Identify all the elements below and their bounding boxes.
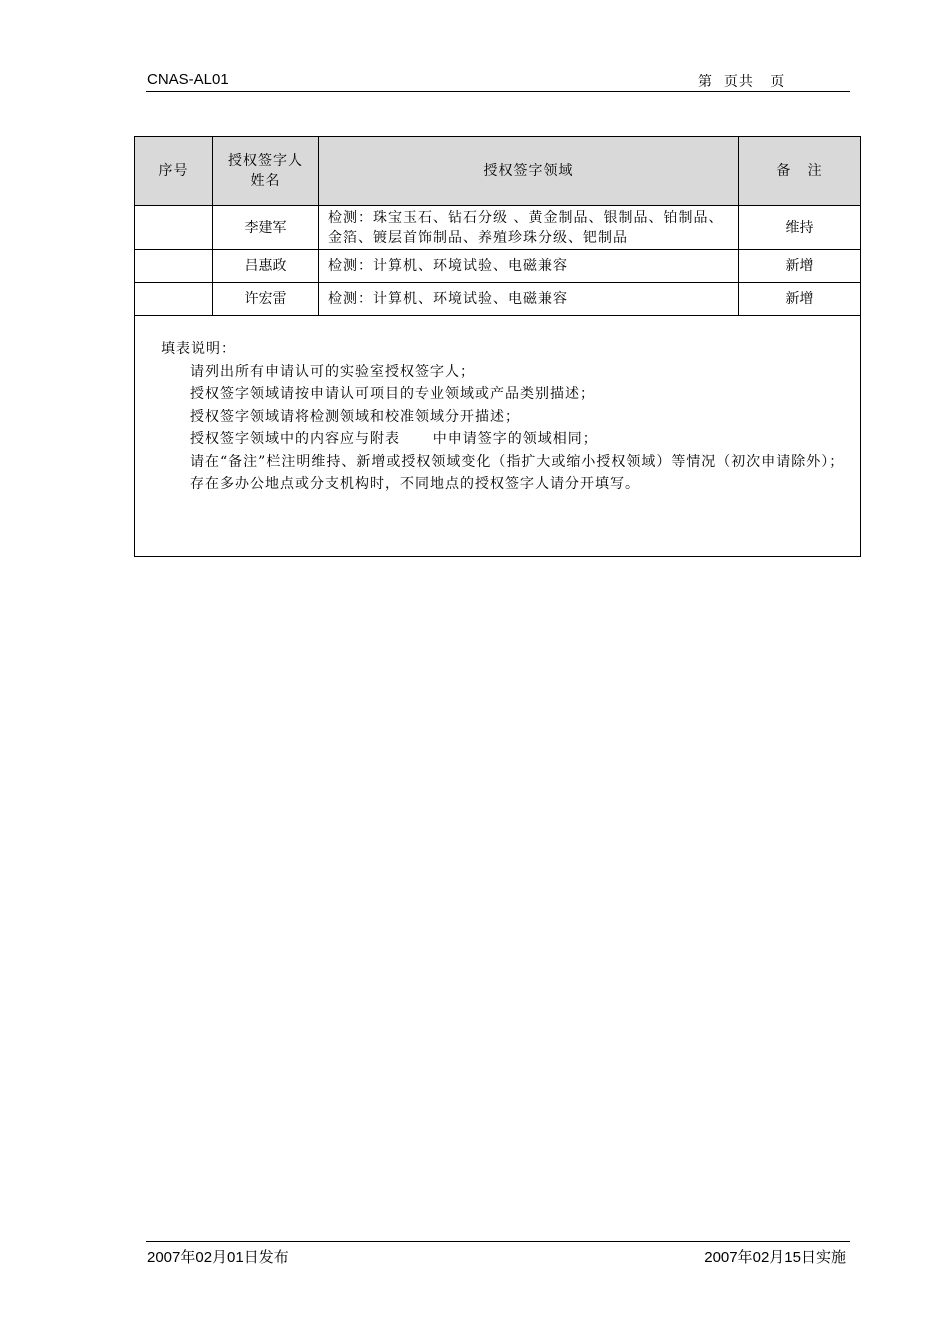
header-scope: 授权签字领域	[319, 137, 739, 206]
row-scope: 检测：珠宝玉石、钻石分级 、黄金制品、银制品、铂制品、金箔、镀层首饰制品、养殖珍珠分级、钯制品	[319, 206, 739, 250]
row-remark: 新增	[739, 283, 861, 316]
row-remark: 维持	[739, 206, 861, 250]
row-name: 许宏雷	[213, 283, 319, 316]
header-remark: 备 注	[739, 137, 861, 206]
row-scope: 检测：计算机、环境试验、电磁兼容	[319, 250, 739, 283]
header-divider	[146, 91, 850, 92]
note-item: 请列出所有申请认可的实验室授权签字人；	[190, 363, 475, 380]
implement-date: 2007年02月15日实施	[704, 1249, 846, 1266]
table-row	[135, 206, 861, 250]
page-number-info: 第 页共 页	[698, 74, 786, 90]
notes-title: 填表说明：	[161, 341, 236, 357]
notes-row	[135, 316, 861, 557]
footer-divider	[146, 1241, 850, 1242]
table-row	[135, 250, 861, 283]
note-item: 请在“备注”栏注明维持、新增或授权领域变化（指扩大或缩小授权领域）等情况（初次申请除外）；	[190, 453, 845, 470]
row-remark: 新增	[739, 250, 861, 283]
row-name: 李建军	[213, 206, 319, 250]
row-serial	[135, 250, 213, 283]
publish-date: 2007年02月01日发布	[147, 1249, 289, 1266]
note-item: 存在多办公地点或分支机构时，不同地点的授权签字人请分开填写。	[190, 476, 640, 492]
notes-cell	[135, 316, 861, 557]
row-scope: 检测：计算机、环境试验、电磁兼容	[319, 283, 739, 316]
table-row	[135, 283, 861, 316]
row-serial	[135, 283, 213, 316]
note-item: 授权签字领域中的内容应与附表 中申请签字的领域相同；	[190, 431, 598, 447]
table-header-row	[135, 137, 861, 206]
row-name: 吕惠政	[213, 250, 319, 283]
header-name: 授权签字人 姓名	[213, 137, 319, 206]
signatory-table	[134, 136, 861, 557]
row-serial	[135, 206, 213, 250]
note-item: 授权签字领域请按申请认可项目的专业领域或产品类别描述；	[190, 386, 595, 402]
document-code: CNAS-AL01	[147, 71, 229, 88]
header-serial: 序号	[135, 137, 213, 206]
note-item: 授权签字领域请将检测领域和校准领域分开描述；	[190, 408, 520, 425]
